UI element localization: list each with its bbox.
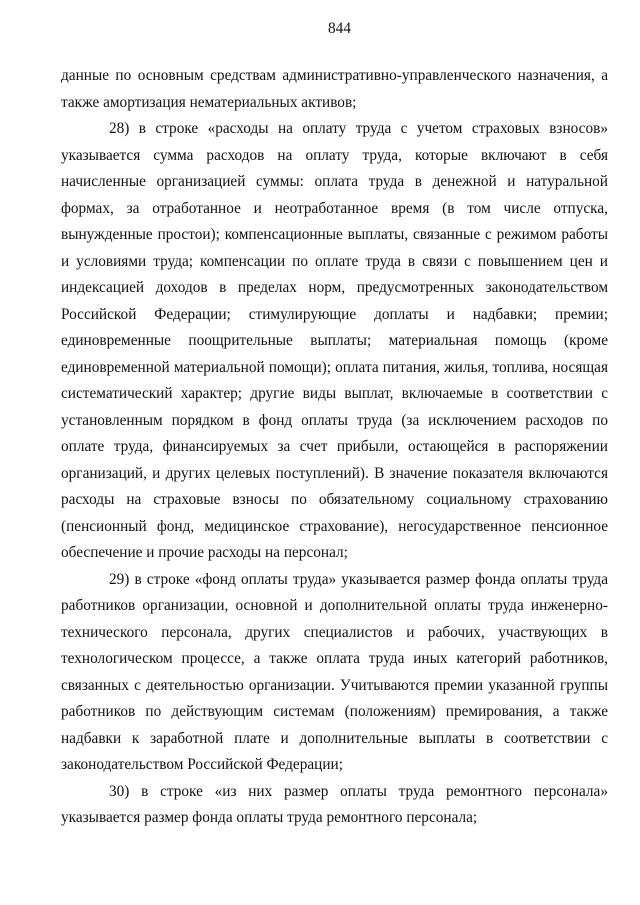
- paragraph-item-28: 28) в строке «расходы на оплату труда с учетом страховых взносов» указывается сумма расходов на оплату труда, которые включают в себя начисленные организацией суммы: оплата труда в денежной и натуральной формах, за отработанное и неотработанное время (в том числе отпуска, вынужденные простои); компенсационные выплаты, связанные с режимом работы и условиями труда; компенсации по оплате труда в связи с повышением цен и индексацией доходов в пределах норм, предусмотренных законодательством Российской Федерации; стимулирующие доплаты и надбавки; премии; единовременные поощрительные выплаты; материальная помощь (кроме единовременной материальной помощи); оплата питания, жилья, топлива, носящая систематический характер; другие виды выплат, включаемые в соответствии с установленным порядком в фонд оплаты труда (за исключением расходов по оплате труда, финансируемых за счет прибыли, остающейся в распоряжении организаций, и других целевых поступлений). В значение показателя включаются расходы на страховые взносы по обязательному социальному страхованию (пенсионный фонд, медицинское страхование), негосударственное пенсионное обеспечение и прочие расходы на персонал;: [61, 120, 608, 561]
- paragraph-item-30: 30) в строке «из них размер оплаты труда ремонтного персонала» указывается размер фонда оплаты труда ремонтного персонала;: [61, 782, 608, 826]
- paragraph-continuation: данные по основным средствам административно-управленческого назначения, а также амортизация нематериальных активов;: [61, 67, 608, 111]
- paragraph-item-29: 29) в строке «фонд оплаты труда» указывается размер фонда оплаты труда работников организации, основной и дополнительной оплаты труда инженерно-технического персонала, других специалистов и рабочих, участвующих в технологическом процессе, а также оплата труда иных категорий работников, связанных с деятельностью организации. Учитываются премии указанной группы работников по действующим системам (положениям) премирования, а также надбавки к заработной плате и дополнительные выплаты в соответствии с законодательством Российской Федерации;: [61, 570, 608, 773]
- page-number: 844: [328, 20, 351, 37]
